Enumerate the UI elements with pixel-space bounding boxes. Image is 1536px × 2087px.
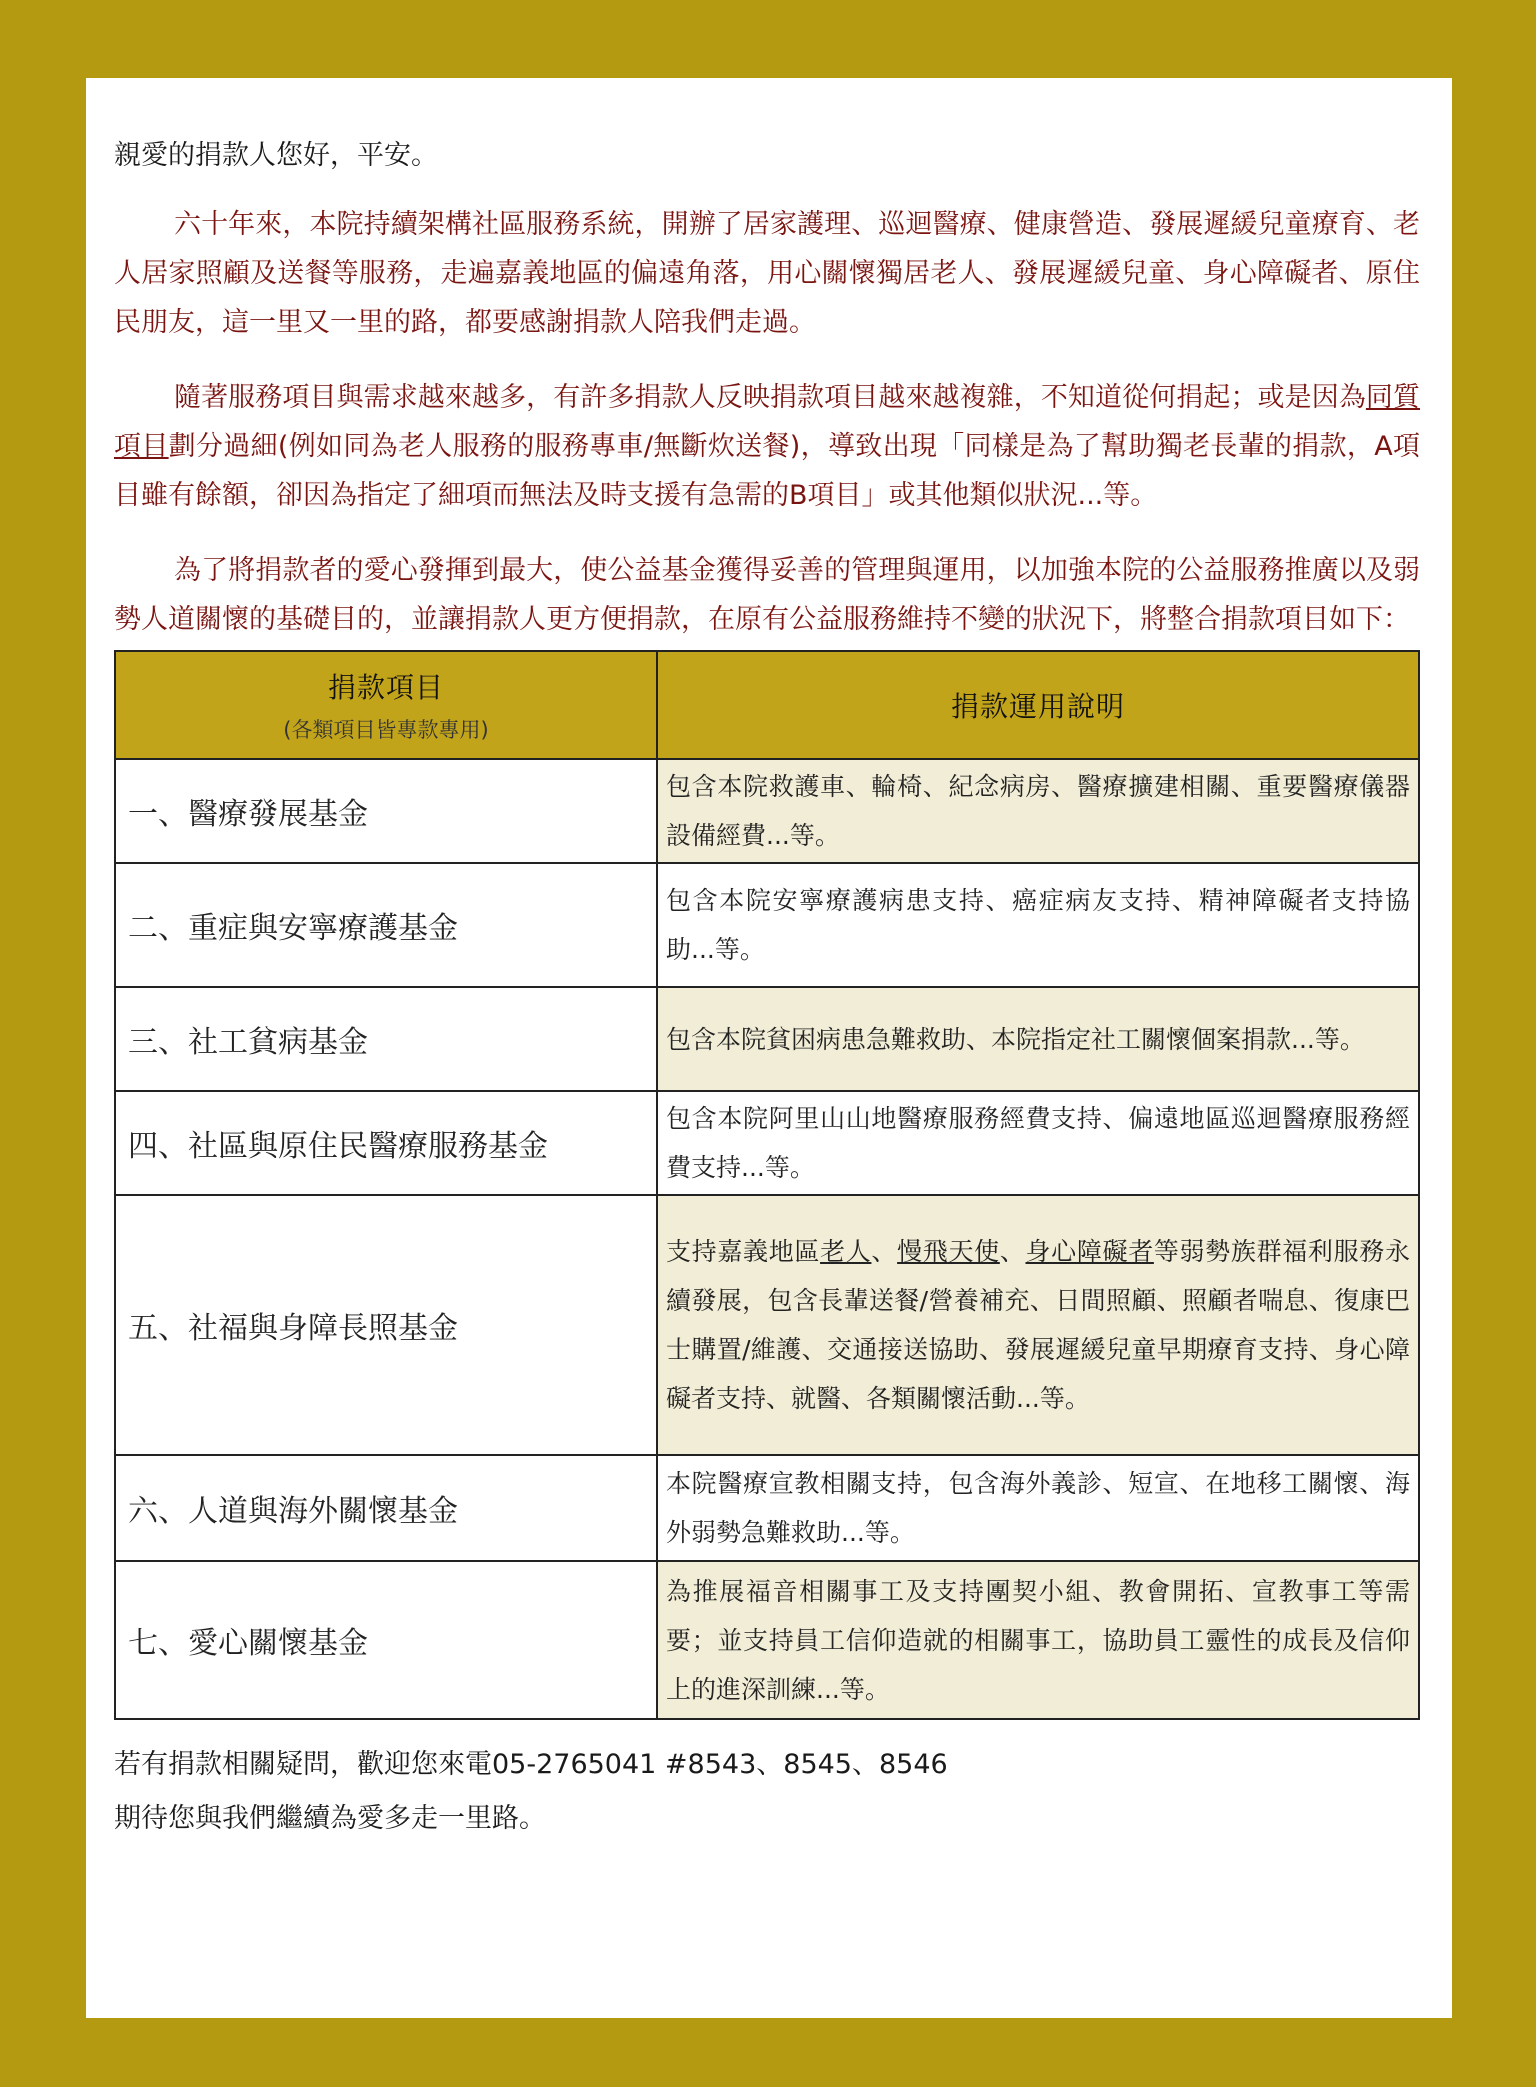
header-item-subtitle: (各類項目皆專款專用) <box>283 718 489 742</box>
fund-description <box>657 1195 1419 1455</box>
header-donation-item <box>115 651 657 759</box>
fund-name: 一、醫療發展基金 <box>115 759 657 863</box>
fund-name: 四、社區與原住民醫療服務基金 <box>115 1091 657 1195</box>
desc-underline-disabled: 身心障礙者 <box>1025 1237 1154 1266</box>
fund-description: 包含本院貧困病患急難救助、本院指定社工關懷個案捐款...等。 <box>657 987 1419 1091</box>
letter-page <box>86 78 1452 2018</box>
desc-underline-elderly: 老人 <box>820 1237 872 1266</box>
desc-underline-slow-angels: 慢飛天使 <box>897 1237 1000 1266</box>
desc-part: 支持嘉義地區 <box>666 1237 821 1266</box>
paragraph-reason-part1: 隨著服務項目與需求越來越多，有許多捐款人反映捐款項目越來越複雜，不知道從何捐起；或是因為 <box>174 382 1366 413</box>
table-header-row <box>115 651 1419 759</box>
closing-line: 期待您與我們繼續為愛多走一里路。 <box>114 1803 546 1834</box>
fund-description: 為推展福音相關事工及支持團契小組、教會開拓、宣教事工等需要；並支持員工信仰造就的相關事工，協助員工靈性的成長及信仰上的進深訓練...等。 <box>657 1561 1419 1719</box>
contact-footer <box>114 1738 1420 1846</box>
header-item-title: 捐款項目 <box>327 671 444 704</box>
table-row <box>115 1091 1419 1195</box>
fund-name: 二、重症與安寧療護基金 <box>115 863 657 987</box>
fund-name: 五、社福與身障長照基金 <box>115 1195 657 1455</box>
contact-phone-line: 若有捐款相關疑問，歡迎您來電05-2765041 #8543、8545、8546 <box>114 1749 948 1780</box>
table-row <box>115 987 1419 1091</box>
fund-name: 七、愛心關懷基金 <box>115 1561 657 1719</box>
paragraph-reason <box>114 373 1420 520</box>
fund-description: 本院醫療宣教相關支持，包含海外義診、短宣、在地移工關懷、海外弱勢急難救助...等。 <box>657 1455 1419 1561</box>
desc-part: 等弱勢族群福利服務永續發展，包含長輩送餐/營養補充、日間照顧、照顧者喘息、復康巴士購置/維護、交通接送協助、發展遲緩兒童早期療育支持、身心障礙者支持、就醫、各類關懷活動...等。 <box>666 1237 1410 1413</box>
table-row <box>115 863 1419 987</box>
fund-name: 六、人道與海外關懷基金 <box>115 1455 657 1561</box>
letter-content <box>114 134 1420 1846</box>
table-row <box>115 759 1419 863</box>
table-row <box>115 1195 1419 1455</box>
table-row <box>115 1455 1419 1561</box>
paragraph-history: 六十年來，本院持續架構社區服務系統，開辦了居家護理、巡迴醫療、健康營造、發展遲緩兒童療育、老人居家照顧及送餐等服務，走遍嘉義地區的偏遠角落，用心關懷獨居老人、發展遲緩兒童、身心障礙者、原住民朋友，這一里又一里的路，都要感謝捐款人陪我們走過。 <box>114 209 1420 338</box>
greeting: 親愛的捐款人您好，平安。 <box>114 140 438 171</box>
desc-part: 、 <box>871 1237 898 1266</box>
header-usage-description <box>657 651 1419 759</box>
fund-name: 三、社工貧病基金 <box>115 987 657 1091</box>
paragraph-reason-part2: 劃分過細(例如同為老人服務的服務專車/無斷炊送餐)，導致出現「同樣是為了幫助獨老長輩的捐款，A項目雖有餘額，卻因為指定了細項而無法及時支援有急需的B項目」或其他類似狀況...等。 <box>114 431 1421 511</box>
fund-description: 包含本院阿里山山地醫療服務經費支持、偏遠地區巡迴醫療服務經費支持...等。 <box>657 1091 1419 1195</box>
paragraph-reason-underline: 同質項目 <box>114 382 1421 462</box>
table-row <box>115 1561 1419 1719</box>
paragraph-purpose: 為了將捐款者的愛心發揮到最大，使公益基金獲得妥善的管理與運用，以加強本院的公益服務推廣以及弱勢人道關懷的基礎目的，並讓捐款人更方便捐款，在原有公益服務維持不變的狀況下，將整合捐款項目如下： <box>114 555 1420 635</box>
donation-items-table <box>114 650 1420 1720</box>
fund-description: 包含本院救護車、輪椅、紀念病房、醫療擴建相關、重要醫療儀器設備經費...等。 <box>657 759 1419 863</box>
header-desc-title: 捐款運用說明 <box>950 690 1125 723</box>
desc-part: 、 <box>999 1237 1026 1266</box>
fund-description: 包含本院安寧療護病患支持、癌症病友支持、精神障礙者支持協助...等。 <box>657 863 1419 987</box>
